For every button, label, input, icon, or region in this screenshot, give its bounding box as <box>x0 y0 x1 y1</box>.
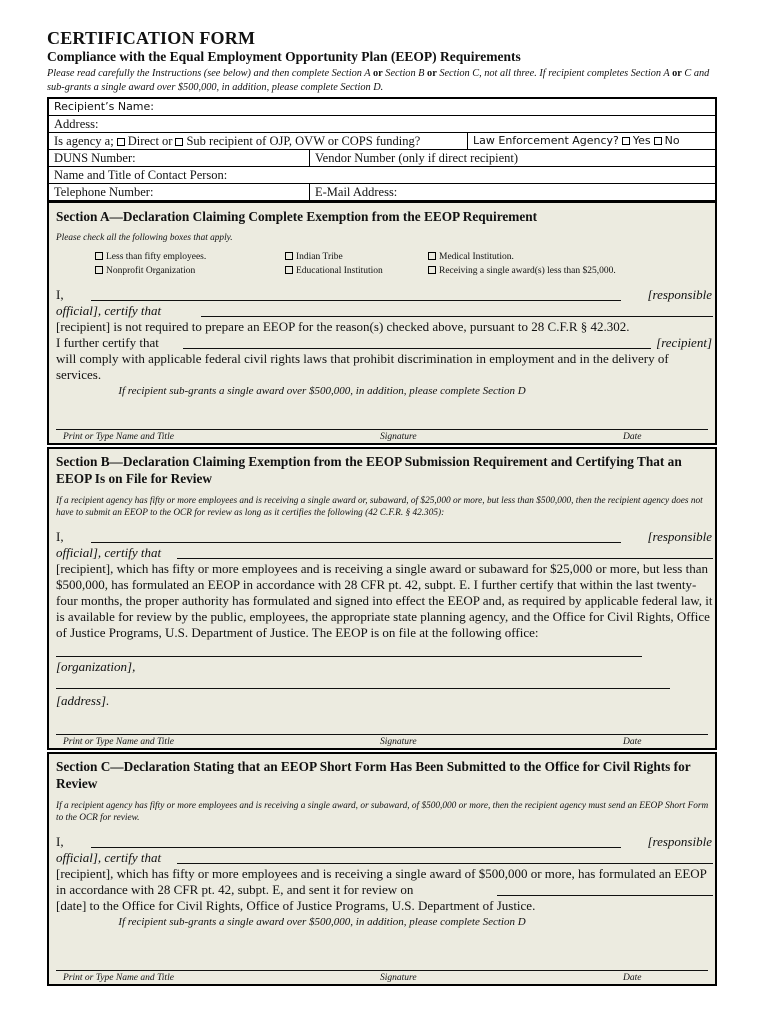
organization-line[interactable] <box>56 656 642 657</box>
i-label: I, <box>56 834 64 849</box>
instructions-part-4: C and sub-grants a single award over $500,000, in addition, please complete Section D. <box>47 68 710 93</box>
date-label: Date <box>623 737 642 747</box>
date-label: Date <box>623 432 642 442</box>
yes-checkbox[interactable] <box>622 137 630 145</box>
option-less-than-fifty[interactable] <box>92 252 206 262</box>
official-certify: official], certify that <box>56 545 162 560</box>
law-enforcement-label: Law Enforcement Agency? <box>473 134 619 147</box>
sub-recipient-label: Sub recipient of OJP, OVW or COPS funding? <box>186 134 421 148</box>
option-single-award[interactable] <box>425 266 616 276</box>
checkbox[interactable] <box>428 266 436 274</box>
official-name-line[interactable] <box>91 300 621 301</box>
i-label: I, <box>56 287 64 302</box>
section-b <box>47 447 717 750</box>
address-label: Address: <box>54 117 99 131</box>
section-b-heading: Section B—Declaration Claiming Exemption from the EEOP Submission Requirement and Certifying That an EEOP Is on File for Review <box>56 454 682 486</box>
yes-label: Yes <box>632 134 651 147</box>
subgrant-note: If recipient sub-grants a single award over $500,000, in addition, please complete Section D <box>118 916 526 928</box>
checkbox[interactable] <box>285 252 293 260</box>
address-tag: [address]. <box>56 693 110 708</box>
signature-line[interactable] <box>56 429 708 430</box>
checkbox[interactable] <box>95 266 103 274</box>
signature-label: Signature <box>380 737 417 747</box>
further-certify: I further certify that <box>56 335 159 350</box>
section-c-body: [recipient], which has fifty or more employees and is receiving a single award of $500,000 or more, has formulated an EEOP in accordance with 28 CFR pt. 42, subpt. E, and sent it for review on <box>56 866 707 897</box>
sub-recipient-checkbox[interactable] <box>175 138 183 146</box>
address-row[interactable] <box>49 116 715 133</box>
agency-type-label: Is agency a; <box>54 134 114 148</box>
recipient-info-table <box>47 97 717 201</box>
form-title: CERTIFICATION FORM <box>47 28 256 48</box>
section-c-heading: Section C—Declaration Stating that an EEOP Short Form Has Been Submitted to the Office for Civil Rights for Review <box>56 759 691 791</box>
law-enforcement-cell <box>467 133 715 149</box>
responsible-tag: [responsible <box>647 834 712 849</box>
recipient-tag: [recipient] <box>656 335 712 350</box>
responsible-tag: [responsible <box>647 287 712 302</box>
section-b-body: [recipient], which has fifty or more employees and is receiving a single award or subaward for $25,000 or more, but less than $500,000, has formulated an EEOP in accordance with 28 CFR pt. 42, subpt. E. I further certify that within the last twenty-four months, the proper authority has formulated and signed into effect the EEOP and, as required by applicable federal law, it is available for review by the public, employees, the appropriate state planning agency, and the Office for Civil Rights, Office of Justice Programs, U.S. Department of Justice. The EEOP is on file at the following office: <box>56 561 713 640</box>
option-label: Medical Institution. <box>439 252 514 262</box>
address-line[interactable] <box>56 688 670 689</box>
comply-statement: will comply with applicable federal civil rights laws that prohibit discrimination in employment and in the delivery of services. <box>56 351 669 382</box>
option-label: Less than fifty employees. <box>106 252 207 262</box>
instructions-or: or <box>427 68 437 79</box>
option-nonprofit[interactable] <box>92 266 195 276</box>
print-name-label: Print or Type Name and Title <box>63 432 174 442</box>
recipient-name-row[interactable] <box>49 99 715 116</box>
instructions-part-1: Please read carefully the Instructions (see below) and then complete Section A <box>47 68 373 79</box>
vendor-number-field[interactable]: Vendor Number (only if direct recipient) <box>309 150 715 166</box>
signature-label: Signature <box>380 432 417 442</box>
direct-checkbox[interactable] <box>117 138 125 146</box>
official-name-line[interactable] <box>91 847 621 848</box>
print-name-label: Print or Type Name and Title <box>63 973 174 983</box>
further-recipient-line[interactable] <box>183 348 651 349</box>
contact-row[interactable] <box>49 167 715 184</box>
email-field[interactable]: E-Mail Address: <box>309 184 715 200</box>
signature-line[interactable] <box>56 970 708 971</box>
recipient-name-line[interactable] <box>177 863 713 864</box>
option-educational-institution[interactable] <box>282 266 383 276</box>
section-a-heading: Section A—Declaration Claiming Complete Exemption from the EEOP Requirement <box>56 209 538 224</box>
recipient-name-label: Recipient’s Name: <box>54 100 154 113</box>
instructions-or: or <box>672 68 682 79</box>
checkbox[interactable] <box>95 252 103 260</box>
option-label: Nonprofit Organization <box>106 266 196 276</box>
responsible-tag: [responsible <box>647 529 712 544</box>
form-subtitle: Compliance with the Equal Employment Opportunity Plan (EEOP) Requirements <box>47 49 521 64</box>
no-checkbox[interactable] <box>654 137 662 145</box>
agency-type-row <box>49 133 715 150</box>
subgrant-note: If recipient sub-grants a single award over $500,000, in addition, please complete Section D <box>118 385 526 397</box>
option-label: Educational Institution <box>296 266 383 276</box>
option-medical-institution[interactable] <box>425 252 514 262</box>
option-label: Receiving a single award(s) less than $25,000. <box>439 266 616 276</box>
recipient-name-line[interactable] <box>201 316 713 317</box>
section-c-note: If a recipient agency has fifty or more employees and is receiving a single award, or subaward, of $500,000 or more, then the recipient agency must send an EEOP Short Form to the OCR for review. <box>56 801 709 823</box>
section-b-note: If a recipient agency has fifty or more employees and is receiving a single award or, subaward, of $25,000 or more, but less than $500,000, then the recipient agency does not have to submit an EEOP to the OCR for review as long as it certifies the following (42 C.F.R. § 42.305): <box>56 496 703 518</box>
no-label: No <box>664 134 680 147</box>
instructions-or: or <box>373 68 383 79</box>
option-indian-tribe[interactable] <box>282 252 343 262</box>
official-name-line[interactable] <box>91 542 621 543</box>
print-name-label: Print or Type Name and Title <box>63 737 174 747</box>
i-label: I, <box>56 529 64 544</box>
section-a-note: Please check all the following boxes that apply. <box>56 233 233 243</box>
telephone-field[interactable]: Telephone Number: <box>54 185 154 199</box>
option-label: Indian Tribe <box>296 252 343 262</box>
section-c-body-date: [date] to the Office for Civil Rights, Office of Justice Programs, U.S. Department of Justice. <box>56 898 536 913</box>
official-certify-text: official], certify that <box>56 303 162 318</box>
form-instructions <box>47 67 727 95</box>
official-certify: official], certify that <box>56 850 162 865</box>
duns-vendor-row <box>49 150 715 167</box>
instructions-part-2: Section B <box>382 68 428 79</box>
recipient-name-line[interactable] <box>177 558 713 559</box>
direct-label: Direct or <box>127 134 173 148</box>
checkbox[interactable] <box>428 252 436 260</box>
instructions-part-3: Section C, not all three. If recipient completes Section A <box>436 68 673 79</box>
date-label: Date <box>623 973 642 983</box>
review-date-line[interactable] <box>497 895 713 896</box>
agency-type-cell <box>49 133 467 149</box>
recipient-not-required: [recipient] is not required to prepare an EEOP for the reason(s) checked above, pursuant to 28 C.F.R § 42.302. <box>56 319 630 334</box>
signature-label: Signature <box>380 973 417 983</box>
contact-person-label: Name and Title of Contact Person: <box>54 168 228 182</box>
signature-line[interactable] <box>56 734 708 735</box>
checkbox[interactable] <box>285 266 293 274</box>
phone-email-row <box>49 184 715 201</box>
section-c <box>47 752 717 986</box>
section-a <box>47 201 717 445</box>
duns-number-field[interactable]: DUNS Number: <box>54 151 136 165</box>
organization-tag: [organization], <box>56 659 136 674</box>
